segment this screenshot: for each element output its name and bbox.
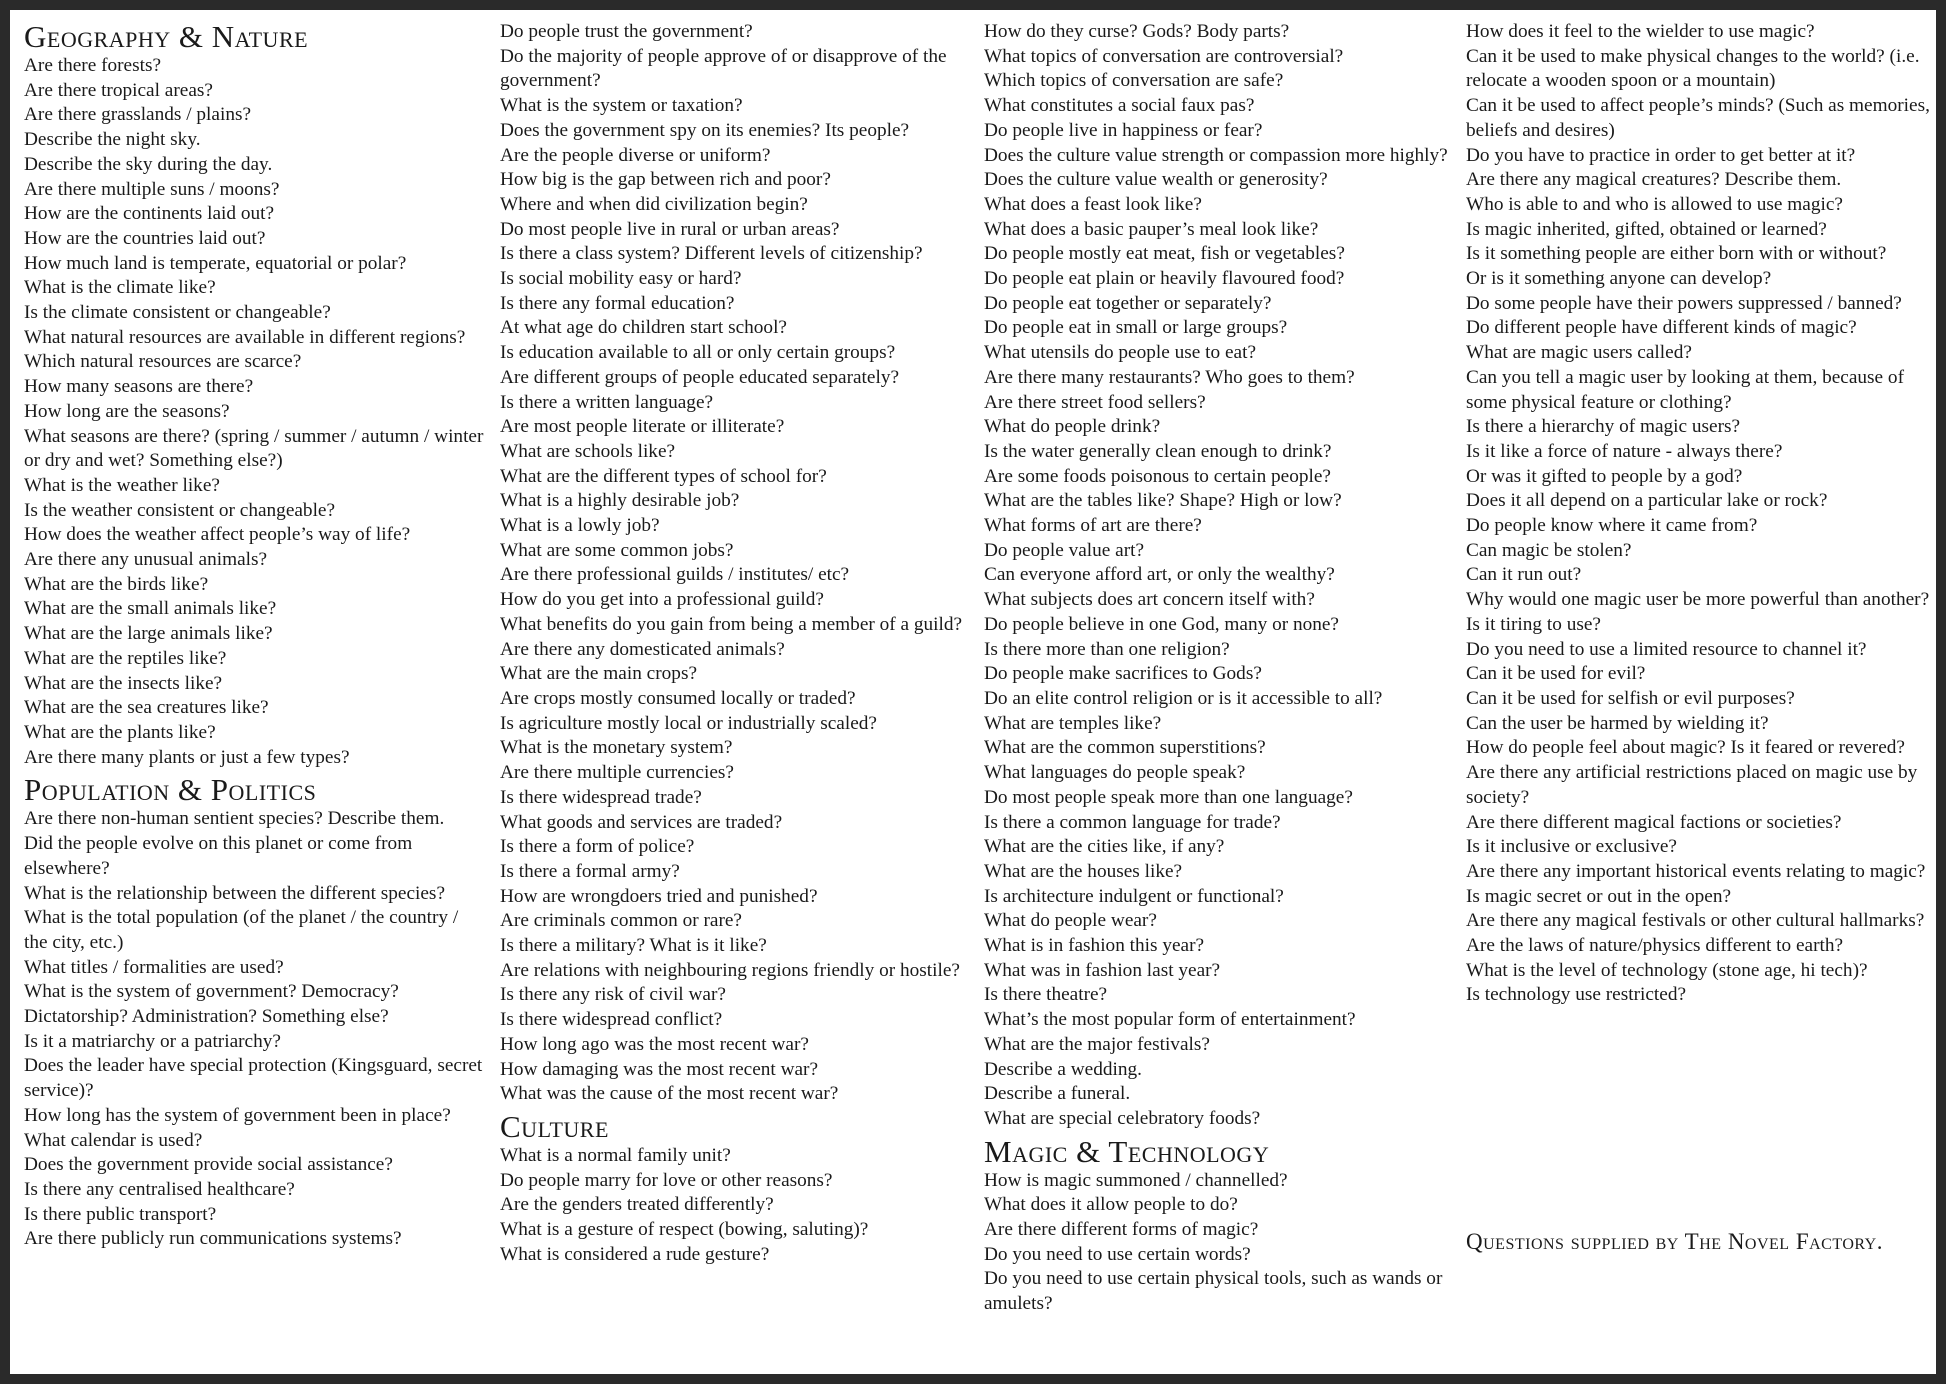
question-item: Is magic inherited, gifted, obtained or learned? (1466, 218, 1827, 240)
question-item: Are there grasslands / plains? (24, 104, 252, 126)
question-item: How are wrongdoers tried and punished? (500, 885, 818, 907)
question-item: Is there any centralised healthcare? (24, 1178, 295, 1200)
section (1466, 20, 1932, 1008)
question-item: Is there public transport? (24, 1203, 217, 1225)
section-title: Magic & Technology (984, 1133, 1270, 1169)
question-item: Which natural resources are scarce? (24, 351, 302, 373)
question-item: Is there a class system? Different levels of citizenship? (500, 243, 923, 265)
question-item: Do people trust the government? (500, 21, 753, 42)
question-item: What is in fashion this year? (984, 935, 1205, 957)
question-item: How are the countries laid out? (24, 227, 266, 249)
column-1 (24, 20, 484, 1255)
question-item: Can you tell a magic user by looking at them, because of some physical feature or clothing? (1466, 366, 1904, 413)
question-item: What is the relationship between the different species? (24, 882, 445, 904)
question-item: What are the major festivals? (984, 1033, 1210, 1055)
section (24, 20, 484, 770)
question-item: Did the people evolve on this planet or come from elsewhere? (24, 833, 413, 879)
question-item: Do most people live in rural or urban areas? (500, 218, 840, 240)
question-item: Can the user be harmed by wielding it? (1466, 712, 1769, 734)
question-item: How does the weather affect people’s way of life? (24, 524, 411, 546)
question-item: What titles / formalities are used? (24, 956, 284, 978)
question-item: Are there tropical areas? (24, 79, 213, 101)
question-item: What are magic users called? (1466, 342, 1692, 364)
question-item: Is it a matriarchy or a patriarchy? (24, 1030, 281, 1052)
question-item: What are the main crops? (500, 663, 698, 685)
question-item: How is magic summoned / channelled? (984, 1169, 1288, 1191)
question-item: What is considered a rude gesture? (500, 1243, 770, 1265)
section (984, 1135, 1454, 1317)
question-item: What are temples like? (984, 712, 1162, 734)
question-item: What was the cause of the most recent war? (500, 1083, 839, 1105)
question-item: Do people value art? (984, 539, 1145, 561)
question-item: What does a basic pauper’s meal look like? (984, 218, 1319, 240)
question-item: Are there any domesticated animals? (500, 638, 785, 660)
question-item: How are the continents laid out? (24, 203, 275, 225)
question-item: Is there widespread conflict? (500, 1009, 723, 1031)
question-item: What was in fashion last year? (984, 959, 1221, 981)
question-item: What is a normal family unit? (500, 1144, 731, 1166)
question-item: Are the laws of nature/physics different to earth? (1466, 935, 1844, 957)
question-item: What are the houses like? (984, 860, 1183, 882)
question-item: How damaging was the most recent war? (500, 1058, 819, 1080)
question-item: What’s the most popular form of entertainment? (984, 1009, 1356, 1031)
question-item: Is education available to all or only certain groups? (500, 342, 896, 364)
question-item: How long has the system of government been in place? (24, 1104, 451, 1126)
question-item: How big is the gap between rich and poor? (500, 169, 831, 191)
question-item: What subjects does art concern itself with? (984, 589, 1315, 611)
question-item: What are the reptiles like? (24, 647, 227, 669)
question-item: Are there non-human sentient species? Describe them. (24, 808, 445, 830)
question-item: Can it be used for selfish or evil purposes? (1466, 687, 1795, 709)
question-item: What are the small animals like? (24, 598, 277, 620)
question-sheet (10, 10, 1936, 1374)
section-title: Population & Politics (24, 772, 317, 808)
section (500, 1110, 970, 1268)
column-2 (500, 20, 970, 1270)
question-item: Describe a wedding. (984, 1058, 1142, 1080)
question-item: What is the level of technology (stone age, hi tech)? (1466, 959, 1868, 981)
question-item: Is there any risk of civil war? (500, 984, 726, 1006)
question-item: What is a lowly job? (500, 515, 660, 537)
question-item: Is there a common language for trade? (984, 811, 1281, 833)
question-item: How do people feel about magic? Is it feared or revered? (1466, 737, 1905, 759)
credit-line: Questions supplied by The Novel Factory. (1466, 1229, 1883, 1254)
question-item: What are the cities like, if any? (984, 836, 1225, 858)
question-item: What is the weather like? (24, 474, 220, 496)
question-item: Does the government spy on its enemies? Its people? (500, 119, 910, 141)
question-item: Is there any formal education? (500, 292, 735, 314)
question-item: Where and when did civilization begin? (500, 193, 808, 215)
question-item: Describe the night sky. (24, 129, 201, 151)
question-item: How do they curse? Gods? Body parts? (984, 21, 1290, 42)
question-item: What seasons are there? (spring / summer / autumn / winter or dry and wet? Something else?) (24, 425, 484, 472)
question-item: What is the monetary system? (500, 737, 733, 759)
question-item: Do people make sacrifices to Gods? (984, 663, 1262, 685)
question-item: What is the climate like? (24, 277, 216, 299)
question-item: Or is it something anyone can develop? (1466, 268, 1772, 290)
question-item: Do people eat together or separately? (984, 292, 1272, 314)
question-item: Are most people literate or illiterate? (500, 416, 785, 438)
question-item: What natural resources are available in different regions? (24, 326, 466, 348)
question-item: How does it feel to the wielder to use magic? (1466, 21, 1815, 42)
column-3 (984, 20, 1454, 1320)
question-item: What are the common superstitions? (984, 737, 1266, 759)
question-item: Do you need to use a limited resource to channel it? (1466, 638, 1867, 660)
question-item: Do most people speak more than one language? (984, 786, 1353, 808)
question-item: Is it something people are either born with or without? (1466, 243, 1887, 265)
question-item: Does the government provide social assistance? (24, 1154, 393, 1176)
question-item: Do people believe in one God, many or none? (984, 613, 1339, 635)
question-item: Are some foods poisonous to certain people? (984, 465, 1331, 487)
question-item: Or was it gifted to people by a god? (1466, 465, 1743, 487)
question-item: What is the system of government? Democracy? Dictatorship? Administration? Something else? (24, 981, 399, 1028)
question-item: Does it all depend on a particular lake or rock? (1466, 490, 1828, 512)
question-item: Are the genders treated differently? (500, 1194, 774, 1216)
question-item: How long ago was the most recent war? (500, 1033, 809, 1055)
question-item: Is the weather consistent or changeable? (24, 499, 336, 521)
question-item: Do you have to practice in order to get better at it? (1466, 144, 1856, 166)
question-item: Is agriculture mostly local or industrially scaled? (500, 712, 877, 734)
question-item: Do you need to use certain physical tools, such as wands or amulets? (984, 1268, 1443, 1315)
question-item: Do different people have different kinds of magic? (1466, 317, 1857, 339)
question-item: What do people drink? (984, 416, 1161, 438)
section-title: Geography & Nature (24, 19, 309, 54)
question-item: Do people mostly eat meat, fish or vegetables? (984, 243, 1345, 265)
question-item: Is there widespread trade? (500, 786, 702, 808)
question-item: Are the people diverse or uniform? (500, 144, 771, 166)
question-item: Is it tiring to use? (1466, 613, 1601, 635)
question-item: Are there any important historical events relating to magic? (1466, 860, 1926, 882)
question-item: Are there any magical festivals or other cultural hallmarks? (1466, 910, 1925, 932)
question-item: Can magic be stolen? (1466, 539, 1632, 561)
question-item: Are there multiple suns / moons? (24, 178, 280, 200)
question-item: Is it like a force of nature - always there? (1466, 440, 1783, 462)
question-item: Do people marry for love or other reasons? (500, 1169, 833, 1191)
question-item: What are the different types of school for? (500, 465, 827, 487)
question-item: What topics of conversation are controversial? (984, 45, 1344, 67)
question-item: Are different groups of people educated separately? (500, 366, 900, 388)
question-item: Can everyone afford art, or only the wealthy? (984, 564, 1335, 586)
question-item: Do you need to use certain words? (984, 1243, 1251, 1265)
question-item: Describe a funeral. (984, 1083, 1131, 1105)
question-item: Are there professional guilds / institutes/ etc? (500, 564, 850, 586)
question-item: Do people live in happiness or fear? (984, 119, 1263, 141)
question-item: Are crops mostly consumed locally or traded? (500, 687, 856, 709)
question-item: What forms of art are there? (984, 515, 1202, 537)
question-item: Do some people have their powers suppressed / banned? (1466, 292, 1902, 314)
question-item: Who is able to and who is allowed to use magic? (1466, 193, 1843, 215)
question-item: What are the sea creatures like? (24, 697, 269, 719)
question-item: Do an elite control religion or is it accessible to all? (984, 687, 1383, 709)
question-item: Does the leader have special protection (Kingsguard, secret service)? (24, 1055, 483, 1102)
question-item: Are there any magical creatures? Describe them. (1466, 169, 1842, 191)
question-item: Do the majority of people approve of or disapprove of the government? (500, 45, 947, 92)
question-item: Are there multiple currencies? (500, 762, 734, 784)
question-item: What are special celebratory foods? (984, 1107, 1261, 1129)
question-item: Are there any artificial restrictions placed on magic use by society? (1466, 762, 1918, 808)
column-4 (1466, 20, 1932, 1011)
question-item: Do people know where it came from? (1466, 515, 1758, 537)
question-item: What does a feast look like? (984, 193, 1202, 215)
question-item: Is magic secret or out in the open? (1466, 885, 1732, 907)
question-item: Is there a form of police? (500, 836, 695, 858)
question-item: Do people eat plain or heavily flavoured food? (984, 268, 1345, 290)
question-item: What languages do people speak? (984, 762, 1246, 784)
question-item: Can it run out? (1466, 564, 1582, 586)
question-item: How much land is temperate, equatorial or polar? (24, 252, 407, 274)
question-item: Is social mobility easy or hard? (500, 268, 742, 290)
question-item: Are there street food sellers? (984, 391, 1206, 413)
question-item: Is there more than one religion? (984, 638, 1230, 660)
question-item: Is there a military? What is it like? (500, 935, 767, 957)
question-item: Does the culture value wealth or generosity? (984, 169, 1328, 191)
question-item: What are the tables like? Shape? High or low? (984, 490, 1342, 512)
section-title: Culture (500, 1108, 609, 1144)
question-item: Is the water generally clean enough to drink? (984, 440, 1332, 462)
question-item: Is it inclusive or exclusive? (1466, 836, 1677, 858)
question-item: Is architecture indulgent or functional? (984, 885, 1284, 907)
question-item: What calendar is used? (24, 1129, 203, 1151)
question-item: Can it be used to affect people’s minds? (Such as memories, beliefs and desires) (1466, 95, 1930, 141)
question-item: Does the culture value strength or compassion more highly? (984, 144, 1448, 166)
question-item: Are there publicly run communications systems? (24, 1228, 402, 1250)
question-item: What is the system or taxation? (500, 95, 743, 117)
question-item: What utensils do people use to eat? (984, 342, 1256, 364)
question-item: What are the insects like? (24, 672, 223, 694)
question-item: How long are the seasons? (24, 400, 230, 422)
question-item: What are the birds like? (24, 573, 209, 595)
question-item: What are the plants like? (24, 721, 216, 743)
question-item: Is technology use restricted? (1466, 984, 1687, 1006)
question-item: Are relations with neighbouring regions friendly or hostile? (500, 959, 960, 981)
question-item: Can it be used to make physical changes to the world? (i.e. relocate a wooden spoon or a mountain) (1466, 45, 1920, 92)
question-item: What does it allow people to do? (984, 1194, 1238, 1216)
section (24, 773, 484, 1252)
question-item: At what age do children start school? (500, 317, 787, 339)
question-item: Which topics of conversation are safe? (984, 70, 1284, 92)
section (984, 20, 1454, 1132)
question-item: What are some common jobs? (500, 539, 734, 561)
question-item: Are criminals common or rare? (500, 910, 742, 932)
question-item: What is the total population (of the planet / the country / the city, etc.) (24, 907, 459, 953)
question-item: Is there a written language? (500, 391, 714, 413)
question-item: What goods and services are traded? (500, 811, 783, 833)
question-item: Are there different forms of magic? (984, 1219, 1259, 1241)
question-item: Are there different magical factions or societies? (1466, 811, 1842, 833)
question-item: Is there a formal army? (500, 860, 680, 882)
question-item: What is a gesture of respect (bowing, saluting)? (500, 1219, 869, 1241)
question-item: What are schools like? (500, 440, 676, 462)
question-item: Are there many plants or just a few types? (24, 746, 350, 768)
question-item: Why would one magic user be more powerful than another? (1466, 589, 1930, 611)
question-item: What is a highly desirable job? (500, 490, 740, 512)
question-item: Describe the sky during the day. (24, 153, 273, 175)
question-item: Is the climate consistent or changeable? (24, 302, 331, 324)
question-item: Do people eat in small or large groups? (984, 317, 1288, 339)
question-item: Are there forests? (24, 55, 162, 76)
question-item: Can it be used for evil? (1466, 663, 1646, 685)
question-item: How many seasons are there? (24, 376, 254, 398)
question-item: Are there any unusual animals? (24, 549, 268, 571)
question-item: What are the large animals like? (24, 623, 273, 645)
question-item: What constitutes a social faux pas? (984, 95, 1255, 117)
question-item: How do you get into a professional guild? (500, 589, 824, 611)
question-item: Are there many restaurants? Who goes to them? (984, 366, 1355, 388)
question-item: Is there theatre? (984, 984, 1108, 1006)
section (500, 20, 970, 1107)
question-item: What benefits do you gain from being a member of a guild? (500, 613, 963, 635)
question-item: Is there a hierarchy of magic users? (1466, 416, 1741, 438)
question-item: What do people wear? (984, 910, 1157, 932)
